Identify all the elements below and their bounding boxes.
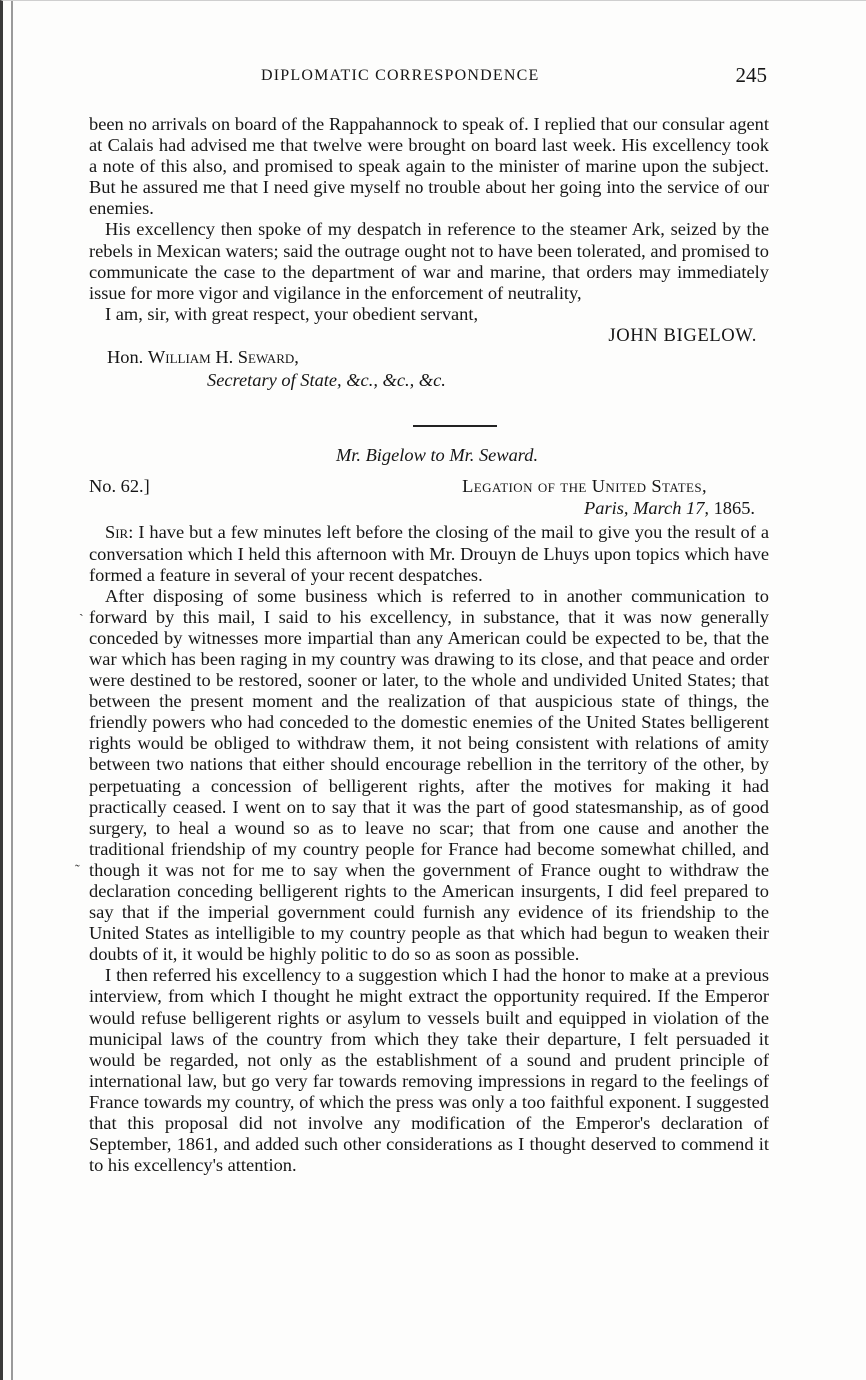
running-head xyxy=(89,63,769,89)
place-date xyxy=(89,498,769,519)
letter2-paragraph-2: After disposing of some business which is referred to in another communication to forward by this mail, I said to his excellency, in substance, that it was now generally conceded by witnesses more impartial than any American could be expected to be, that the war which has been raging in my country was drawing to its close, and that peace and order were destined to be restored, sooner or later, to the whole and undivided United States; that between the present moment and the realization of that auspicious state of things, the friendly powers who had conceded to the domestic enemies of the United States belligerent rights would be obliged to withdraw them, it not being consistent with relations of amity between two nations that either should encourage rebellion in the territory of the other, by perpetuating a concession of belligerent rights, after the motives for making it had practically ceased. I went on to say that it was the part of good statesmanship, as of good surgery, to heal a wound so as to leave no scar; that from one cause and another the traditional friendship of my country people for France had become somewhat chilled, and though it was not for me to say when the government of France ought to withdraw the declaration conceding belligerent rights to the American insurgents, I did feel prepared to say that if the imperial government could furnish any evidence of its friendship to the United States as intelligible to my country people as that which had begun to weaken their doubts of it, it would be highly politic to do so as soon as possible. xyxy=(89,585,769,965)
salutation: Sir: xyxy=(105,522,134,543)
letter2-paragraph-1 xyxy=(89,522,769,585)
letter1-paragraph-2: His excellency then spoke of my despatch in reference to the steamer Ark, seized by the rebels in Mexican waters; said the outrage ought not to have been tolerated, and promised to communicate the case to the department of war and marine, that orders may immediately issue for more vigor and vigilance in the enforcement of neutrality, xyxy=(89,219,769,303)
addressee-name: William H. Seward, xyxy=(147,347,299,368)
letter2-paragraph-3: I then referred his excellency to a suggestion which I had the honor to make at a previous interview, from which I thought he might extract the opportunity required. If the Emperor would refuse belligerent rights or asylum to vessels built and equipped in violation of the municipal laws of the country from which they take their departure, I felt persuaded it would be regarded, not only as the establishment of a sound and prudent principle of international law, but go very far towards removing impressions in regard to the feelings of France towards my country, of which the press was only a too faithful exponent. I suggested that this proposal did not involve any modification of the Emperor's declaration of September, 1861, and added such other considerations as I thought deserved to commend it to his excellency's attention. xyxy=(89,965,769,1176)
section-divider xyxy=(413,425,497,427)
year: 1865. xyxy=(713,498,755,519)
letter1-closing: I am, sir, with great respect, your obedient servant, xyxy=(105,303,479,324)
letter1-signature: JOHN BIGELOW. xyxy=(608,324,757,346)
document-number: No. 62.] xyxy=(89,476,150,497)
body-text xyxy=(89,114,769,1176)
letter2-header xyxy=(89,476,769,497)
addressee-prefix: Hon. xyxy=(107,347,144,368)
letter2-paragraph-1-text: I have but a few minutes left before the closing of the mail to give you the result of a conversation which I held this afternoon with Mr. Drouyn de Lhuys upon topics which have formed a feature in several of your recent despatches. xyxy=(89,522,769,585)
letter1-paragraph-1: been no arrivals on board of the Rappahannock to speak of. I replied that our consular agent at Calais had advised me that twelve were brought on board last week. His excellency took a note of this also, and promised to speak again to the minister of marine upon the subject. But he assured me that I need give myself no trouble about her going into the service of our enemies. xyxy=(89,114,769,219)
margin-mark: ˏ xyxy=(79,602,84,617)
margin-mark: ˜ xyxy=(75,863,80,878)
legation-line: Legation of the United States, xyxy=(462,476,707,497)
letter1-addressee xyxy=(89,347,769,368)
letter2-heading: Mr. Bigelow to Mr. Seward. xyxy=(335,445,539,466)
addressee-title: Secretary of State, &c., &c., &c. xyxy=(207,370,446,391)
page-number: 245 xyxy=(735,63,767,87)
place: Paris, March 17, xyxy=(584,498,709,519)
running-title: DIPLOMATIC CORRESPONDENCE xyxy=(261,67,540,84)
